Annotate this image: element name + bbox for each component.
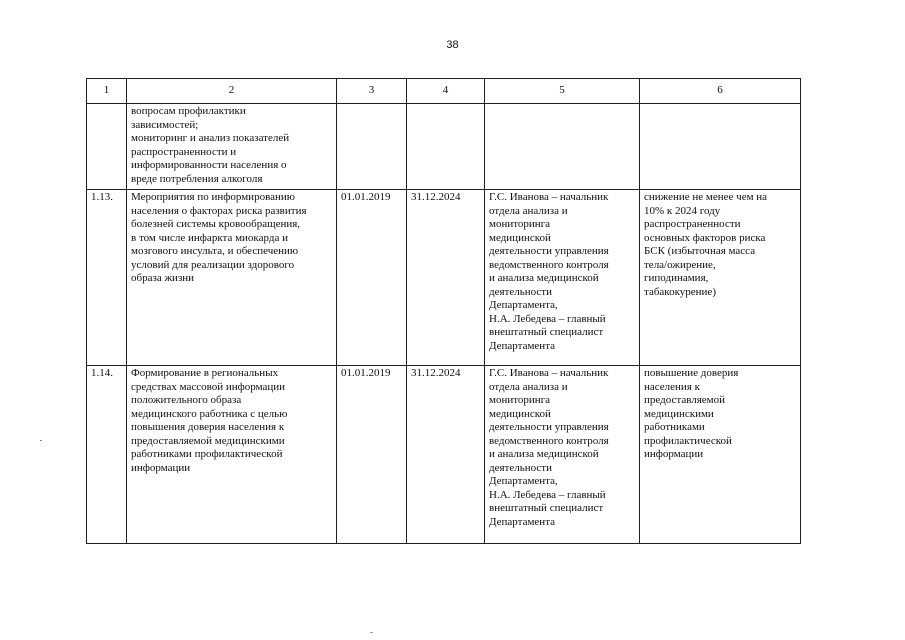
start-date-cell: 01.01.2019 bbox=[337, 366, 407, 544]
activity-name-line: вреде потребления алкоголя bbox=[131, 172, 263, 185]
result-cell bbox=[640, 366, 801, 544]
result-line: населения к bbox=[644, 380, 700, 393]
table-row bbox=[87, 190, 801, 366]
result-line: информации bbox=[644, 448, 704, 460]
result-line: профилактической bbox=[644, 434, 732, 447]
end-date-cell: 31.12.2024 bbox=[407, 366, 485, 544]
activity-name-line: средствах массовой информации bbox=[131, 380, 286, 393]
responsible-line: Департамента bbox=[489, 515, 556, 528]
scan-artifact-mark bbox=[370, 632, 373, 633]
responsible-line: внештатный специалист bbox=[489, 502, 604, 514]
column-number-1: 1 bbox=[87, 79, 127, 104]
result-line: предоставляемой bbox=[644, 394, 726, 406]
activity-name-line: вопросам профилактики bbox=[131, 105, 246, 117]
end-date-cell bbox=[407, 104, 485, 190]
result-cell bbox=[640, 104, 801, 190]
column-number-6: 6 bbox=[640, 79, 801, 104]
row-number: 1.13. bbox=[87, 190, 127, 366]
responsible-line: Департамента, bbox=[489, 475, 558, 487]
activities-table bbox=[86, 78, 801, 544]
result-line: медицинскими bbox=[644, 407, 714, 420]
activity-name-line: зависимостей; bbox=[131, 118, 199, 131]
activity-name-cell bbox=[127, 190, 337, 366]
result-line: БСК (избыточная масса bbox=[644, 245, 756, 257]
end-date-cell: 31.12.2024 bbox=[407, 190, 485, 366]
activity-name-line: информации bbox=[131, 461, 191, 474]
responsible-line: Департамента bbox=[489, 339, 556, 352]
activity-name-line: населения о факторах риска развития bbox=[131, 204, 307, 217]
responsible-line: ведомственного контроля bbox=[489, 434, 609, 447]
activity-name-line: работниками профилактической bbox=[131, 448, 283, 460]
responsible-line: деятельности bbox=[489, 461, 552, 474]
table-row bbox=[87, 366, 801, 544]
result-line: основных факторов риска bbox=[644, 231, 766, 244]
activity-name-line: в том числе инфаркта миокарда и bbox=[131, 231, 288, 244]
table-header-row bbox=[87, 79, 801, 104]
result-line: табакокурение) bbox=[644, 285, 716, 298]
column-number-3: 3 bbox=[337, 79, 407, 104]
scan-artifact-mark bbox=[40, 440, 42, 441]
result-cell bbox=[640, 190, 801, 366]
column-number-5: 5 bbox=[485, 79, 640, 104]
activity-name-line: распространенности и bbox=[131, 145, 237, 158]
result-line: тела/ожирение, bbox=[644, 258, 716, 271]
activity-name-line: положительного образа bbox=[131, 394, 242, 406]
result-line: 10% к 2024 году bbox=[644, 204, 721, 217]
start-date-cell bbox=[337, 104, 407, 190]
responsible-line: медицинской bbox=[489, 231, 551, 244]
column-number-4: 4 bbox=[407, 79, 485, 104]
activity-name-line: мониторинг и анализ показателей bbox=[131, 132, 290, 144]
responsible-line: медицинской bbox=[489, 407, 551, 420]
responsible-line: Г.С. Иванова – начальник bbox=[489, 367, 609, 379]
activity-name-line: медицинского работника с целью bbox=[131, 407, 288, 420]
start-date-cell: 01.01.2019 bbox=[337, 190, 407, 366]
row-number bbox=[87, 104, 127, 190]
responsible-line: деятельности управления bbox=[489, 245, 609, 257]
activity-name-cell bbox=[127, 366, 337, 544]
responsible-line: деятельности bbox=[489, 285, 552, 298]
result-line: повышение доверия bbox=[644, 367, 739, 379]
table-row bbox=[87, 104, 801, 190]
activity-name-line: предоставляемой медицинскими bbox=[131, 434, 285, 447]
responsible-line: ведомственного контроля bbox=[489, 258, 609, 271]
result-line: гиподинамия, bbox=[644, 272, 709, 284]
responsible-line: отдела анализа и bbox=[489, 204, 568, 217]
responsible-line: и анализа медицинской bbox=[489, 448, 599, 460]
activity-name-line: повышения доверия населения к bbox=[131, 421, 285, 433]
activity-name-line: условий для реализации здорового bbox=[131, 258, 295, 271]
responsible-line: Г.С. Иванова – начальник bbox=[489, 191, 609, 203]
responsible-cell bbox=[485, 190, 640, 366]
responsible-line: мониторинга bbox=[489, 218, 551, 230]
responsible-line: Департамента, bbox=[489, 299, 558, 311]
result-line: снижение не менее чем на bbox=[644, 191, 768, 203]
responsible-line: Н.А. Лебедева – главный bbox=[489, 312, 606, 325]
responsible-line: мониторинга bbox=[489, 394, 551, 406]
row-number: 1.14. bbox=[87, 366, 127, 544]
activity-name-line: мозгового инсульта, и обеспечению bbox=[131, 245, 299, 257]
responsible-line: отдела анализа и bbox=[489, 380, 568, 393]
responsible-line: деятельности управления bbox=[489, 421, 609, 433]
responsible-cell bbox=[485, 366, 640, 544]
activity-name-line: болезней системы кровообращения, bbox=[131, 218, 301, 230]
responsible-cell bbox=[485, 104, 640, 190]
responsible-line: внештатный специалист bbox=[489, 326, 604, 338]
activity-name-line: Формирование в региональных bbox=[131, 367, 279, 379]
activity-name-cell bbox=[127, 104, 337, 190]
result-line: распространенности bbox=[644, 218, 741, 230]
responsible-line: и анализа медицинской bbox=[489, 272, 599, 284]
result-line: работниками bbox=[644, 421, 705, 433]
activity-name-line: информированности населения о bbox=[131, 159, 287, 171]
column-number-2: 2 bbox=[127, 79, 337, 104]
activity-name-line: Мероприятия по информированию bbox=[131, 191, 295, 203]
activity-name-line: образа жизни bbox=[131, 272, 195, 284]
responsible-line: Н.А. Лебедева – главный bbox=[489, 488, 606, 501]
page-number: 38 bbox=[446, 39, 459, 51]
